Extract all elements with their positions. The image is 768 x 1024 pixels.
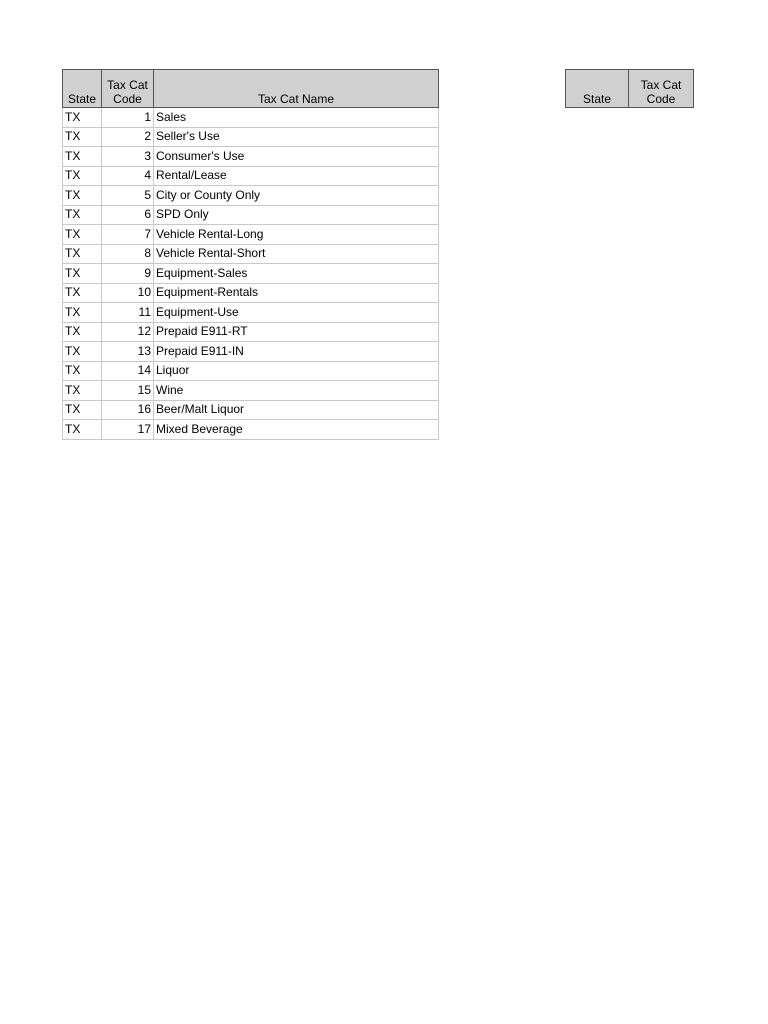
name-cell: Equipment-Use: [154, 303, 439, 323]
code-cell: 9: [102, 264, 154, 284]
code-cell: 13: [102, 342, 154, 362]
state-cell: TX: [63, 322, 102, 342]
state-cell: TX: [63, 381, 102, 401]
state-cell: TX: [63, 166, 102, 186]
name-cell: Consumer's Use: [154, 147, 439, 167]
name-cell: Equipment-Rentals: [154, 283, 439, 303]
code-cell: 12: [102, 322, 154, 342]
code-cell: 10: [102, 283, 154, 303]
header-tax-cat-code-line1: Tax Cat: [107, 78, 148, 92]
state-cell: TX: [63, 400, 102, 420]
name-cell: Wine: [154, 381, 439, 401]
code-cell: 7: [102, 225, 154, 245]
name-cell: Prepaid E911-IN: [154, 342, 439, 362]
state-cell: TX: [63, 361, 102, 381]
state-cell: TX: [63, 147, 102, 167]
table-row: [63, 244, 439, 264]
table-row: [63, 400, 439, 420]
table-row: [63, 361, 439, 381]
code-cell: 6: [102, 205, 154, 225]
header-state: State: [63, 70, 102, 108]
header-tax-cat-name: Tax Cat Name: [154, 70, 439, 108]
name-cell: Equipment-Sales: [154, 264, 439, 284]
state-cell: TX: [63, 225, 102, 245]
code-cell: 15: [102, 381, 154, 401]
name-cell: Seller's Use: [154, 127, 439, 147]
table-row: [63, 381, 439, 401]
name-cell: SPD Only: [154, 205, 439, 225]
table-row: [63, 108, 439, 128]
state-cell: TX: [63, 127, 102, 147]
name-cell: City or County Only: [154, 186, 439, 206]
table-row: [63, 264, 439, 284]
side-header-code-line2: Code: [646, 92, 676, 106]
code-cell: 5: [102, 186, 154, 206]
state-cell: TX: [63, 283, 102, 303]
table-row: [63, 420, 439, 440]
name-cell: Vehicle Rental-Long: [154, 225, 439, 245]
state-cell: TX: [63, 303, 102, 323]
code-cell: 17: [102, 420, 154, 440]
table-row: [63, 127, 439, 147]
table-row: [63, 205, 439, 225]
side-header-tax-cat-code: [629, 70, 694, 108]
code-cell: 4: [102, 166, 154, 186]
state-cell: TX: [63, 186, 102, 206]
name-cell: Mixed Beverage: [154, 420, 439, 440]
code-cell: 1: [102, 108, 154, 128]
table-row: [63, 225, 439, 245]
table-row: [63, 303, 439, 323]
table-row: [63, 342, 439, 362]
header-tax-cat-code: [102, 70, 154, 108]
table-row: [63, 186, 439, 206]
code-cell: 11: [102, 303, 154, 323]
header-tax-cat-code-line2: Code: [113, 92, 142, 106]
name-cell: Beer/Malt Liquor: [154, 400, 439, 420]
state-cell: TX: [63, 342, 102, 362]
state-cell: TX: [63, 420, 102, 440]
name-cell: Prepaid E911-RT: [154, 322, 439, 342]
code-cell: 16: [102, 400, 154, 420]
table-row: [63, 166, 439, 186]
state-cell: TX: [63, 244, 102, 264]
state-cell: TX: [63, 108, 102, 128]
code-cell: 8: [102, 244, 154, 264]
table-row: [63, 322, 439, 342]
code-cell: 3: [102, 147, 154, 167]
side-header-table: [565, 69, 694, 108]
name-cell: Vehicle Rental-Short: [154, 244, 439, 264]
tax-category-table: [62, 69, 439, 440]
name-cell: Liquor: [154, 361, 439, 381]
table-row: [63, 147, 439, 167]
state-cell: TX: [63, 264, 102, 284]
side-header-state: State: [566, 70, 629, 108]
table-row: [63, 283, 439, 303]
code-cell: 2: [102, 127, 154, 147]
name-cell: Sales: [154, 108, 439, 128]
name-cell: Rental/Lease: [154, 166, 439, 186]
table-body: [63, 108, 439, 440]
header-row: [63, 70, 439, 108]
side-header-code-line1: Tax Cat: [640, 78, 682, 92]
side-header-row: [566, 70, 694, 108]
code-cell: 14: [102, 361, 154, 381]
state-cell: TX: [63, 205, 102, 225]
